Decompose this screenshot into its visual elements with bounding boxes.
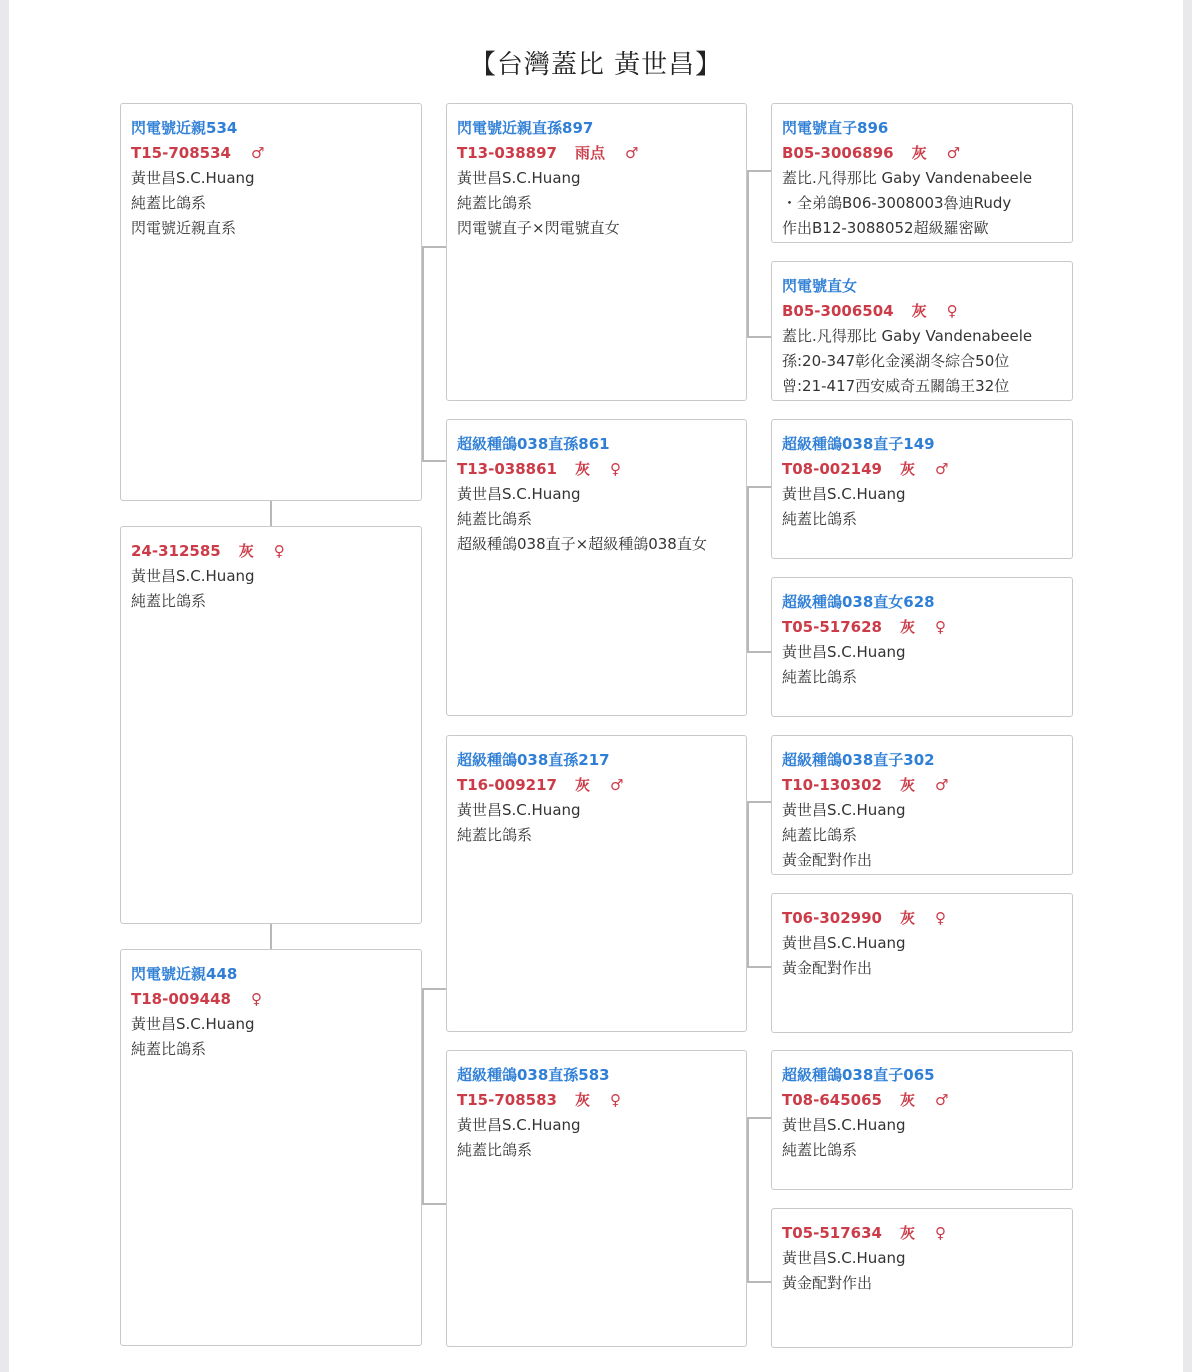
ring-number: T13-038861 [457, 460, 557, 478]
info-line: 黃世昌S.C.Huang [457, 169, 581, 187]
info-line: 曾:21-417西安威奇五關鴿王32位 [782, 377, 1010, 395]
great-grandparent-card-4[interactable] [771, 577, 1073, 717]
connector-line [747, 486, 749, 651]
info-line: 純蓋比鴿系 [782, 668, 858, 686]
female-icon: ♀ [250, 990, 262, 1008]
grandparent-card-2[interactable] [446, 419, 747, 716]
ring-number: T15-708534 [131, 144, 231, 162]
info-line: 黃世昌S.C.Huang [131, 169, 255, 187]
connector-line [747, 801, 771, 803]
bird-name: 閃電號近親直孫897 [457, 119, 594, 137]
info-line: 純蓋比鴿系 [457, 826, 533, 844]
info-line: 超級種鴿038直子×超級種鴿038直女 [457, 535, 707, 553]
feather-color: 灰 [574, 776, 590, 794]
info-line: 作出B12-3088052超級羅密歐 [782, 219, 989, 237]
ring-number: T13-038897 [457, 144, 557, 162]
grandparent-card-3[interactable] [446, 735, 747, 1032]
connector-line [747, 486, 771, 488]
feather-color: 灰 [899, 1091, 915, 1109]
info-line: 黃世昌S.C.Huang [782, 801, 906, 819]
ring-number: T05-517634 [782, 1224, 882, 1242]
feather-color: 灰 [911, 144, 927, 162]
info-line: 閃電號近親直系 [131, 219, 237, 237]
ring-number: T08-002149 [782, 460, 882, 478]
ring-info [782, 615, 1062, 640]
feather-color: 雨点 [574, 144, 605, 162]
male-icon: ♂ [624, 144, 639, 162]
info-line: 黃世昌S.C.Huang [782, 643, 906, 661]
feather-color: 灰 [238, 542, 254, 560]
great-grandparent-card-1[interactable] [771, 103, 1073, 243]
connector-line [270, 924, 272, 949]
female-icon: ♀ [934, 1224, 946, 1242]
ring-number: T08-645065 [782, 1091, 882, 1109]
great-grandparent-card-2[interactable] [771, 261, 1073, 401]
connector-line [422, 1203, 446, 1205]
info-line: 黃金配對作出 [782, 851, 873, 869]
info-line: 黃世昌S.C.Huang [782, 485, 906, 503]
page-title: 【台灣蓋比 黃世昌】 [469, 50, 723, 80]
ring-info [457, 1088, 736, 1113]
connector-line [747, 336, 771, 338]
great-grandparent-card-5[interactable] [771, 735, 1073, 875]
female-icon: ♀ [273, 542, 285, 560]
feather-color: 灰 [574, 1091, 590, 1109]
bird-name: 超級種鴿038直子065 [782, 1066, 935, 1084]
connector-line [747, 801, 749, 966]
connector-line [747, 170, 771, 172]
ring-info [782, 773, 1062, 798]
info-line: 純蓋比鴿系 [782, 510, 858, 528]
feather-color: 灰 [899, 460, 915, 478]
bird-name: 超級種鴿038直女628 [782, 593, 935, 611]
feather-color: 灰 [899, 776, 915, 794]
bird-name: 超級種鴿038直孫583 [457, 1066, 610, 1084]
ring-number: T16-009217 [457, 776, 557, 794]
ring-number: B05-3006504 [782, 302, 894, 320]
connector-line [747, 966, 771, 968]
info-line: 純蓋比鴿系 [131, 592, 207, 610]
feather-color: 灰 [899, 618, 915, 636]
grandparent-card-1[interactable] [446, 103, 747, 401]
female-icon: ♀ [934, 909, 946, 927]
connector-line [422, 246, 424, 460]
bird-name: 超級種鴿038直孫861 [457, 435, 610, 453]
dam-card[interactable] [120, 949, 422, 1346]
connector-line [422, 460, 446, 462]
info-line: 黃金配對作出 [782, 1274, 873, 1292]
male-icon: ♂ [946, 144, 961, 162]
info-line: 黃世昌S.C.Huang [457, 801, 581, 819]
info-line: 黃世昌S.C.Huang [131, 567, 255, 585]
info-line: 純蓋比鴿系 [131, 194, 207, 212]
info-line: 純蓋比鴿系 [782, 826, 858, 844]
ring-info [457, 457, 736, 482]
bird-name: 閃電號近親534 [131, 119, 238, 137]
female-icon: ♀ [934, 618, 946, 636]
info-line: 黃世昌S.C.Huang [782, 1249, 906, 1267]
bird-name: 閃電號直子896 [782, 119, 889, 137]
info-line: 黃世昌S.C.Huang [457, 485, 581, 503]
ring-info [131, 987, 411, 1012]
subject-card[interactable] [120, 526, 422, 924]
great-grandparent-card-7[interactable] [771, 1050, 1073, 1190]
info-line: 蓋比.凡得那比 Gaby Vandenabeele [782, 169, 1033, 187]
ring-info [131, 141, 411, 166]
ring-info [131, 539, 411, 564]
ring-number: T10-130302 [782, 776, 882, 794]
sire-card[interactable] [120, 103, 422, 501]
connector-line [747, 1117, 771, 1119]
feather-color: 灰 [899, 909, 915, 927]
ring-number: T06-302990 [782, 909, 882, 927]
bird-name: 閃電號直女 [782, 277, 858, 295]
info-line: 純蓋比鴿系 [131, 1040, 207, 1058]
connector-line [422, 988, 424, 1203]
ring-info [782, 906, 1062, 931]
connector-line [270, 501, 272, 526]
ring-info [782, 457, 1062, 482]
info-line: 黃世昌S.C.Huang [782, 934, 906, 952]
bird-name: 超級種鴿038直子302 [782, 751, 935, 769]
feather-color: 灰 [574, 460, 590, 478]
male-icon: ♂ [609, 776, 624, 794]
male-icon: ♂ [934, 1091, 949, 1109]
connector-line [422, 246, 446, 248]
male-icon: ♂ [934, 460, 949, 478]
female-icon: ♀ [946, 302, 958, 320]
great-grandparent-card-8[interactable] [771, 1208, 1073, 1348]
female-icon: ♀ [609, 460, 621, 478]
ring-info [457, 141, 736, 166]
bird-name: 超級種鴿038直子149 [782, 435, 935, 453]
bird-name: 閃電號近親448 [131, 965, 238, 983]
info-line: 蓋比.凡得那比 Gaby Vandenabeele [782, 327, 1033, 345]
info-line: ・全弟鴿B06-3008003魯迪Rudy [782, 194, 1012, 212]
info-line: 孫:20-347彰化金溪湖冬綜合50位 [782, 352, 1010, 370]
info-line: 純蓋比鴿系 [457, 510, 533, 528]
info-line: 純蓋比鴿系 [457, 1141, 533, 1159]
male-icon: ♂ [250, 144, 265, 162]
info-line: 純蓋比鴿系 [457, 194, 533, 212]
connector-line [747, 651, 771, 653]
info-line: 黃世昌S.C.Huang [131, 1015, 255, 1033]
feather-color: 灰 [911, 302, 927, 320]
info-line: 黃世昌S.C.Huang [457, 1116, 581, 1134]
connector-line [747, 1281, 771, 1283]
ring-number: B05-3006896 [782, 144, 894, 162]
feather-color: 灰 [899, 1224, 915, 1242]
male-icon: ♂ [934, 776, 949, 794]
grandparent-card-4[interactable] [446, 1050, 747, 1347]
info-line: 閃電號直子×閃電號直女 [457, 219, 620, 237]
ring-info [782, 299, 1062, 324]
ring-number: T05-517628 [782, 618, 882, 636]
ring-number: 24-312585 [131, 542, 221, 560]
female-icon: ♀ [609, 1091, 621, 1109]
info-line: 純蓋比鴿系 [782, 1141, 858, 1159]
connector-line [747, 170, 749, 336]
ring-number: T15-708583 [457, 1091, 557, 1109]
connector-line [747, 1117, 749, 1281]
ring-info [782, 1088, 1062, 1113]
bird-name: 超級種鴿038直孫217 [457, 751, 610, 769]
great-grandparent-card-6[interactable] [771, 893, 1073, 1033]
great-grandparent-card-3[interactable] [771, 419, 1073, 559]
info-line: 黃世昌S.C.Huang [782, 1116, 906, 1134]
ring-info [457, 773, 736, 798]
ring-info [782, 141, 1062, 166]
info-line: 黃金配對作出 [782, 959, 873, 977]
ring-number: T18-009448 [131, 990, 231, 1008]
connector-line [422, 988, 446, 990]
ring-info [782, 1221, 1062, 1246]
